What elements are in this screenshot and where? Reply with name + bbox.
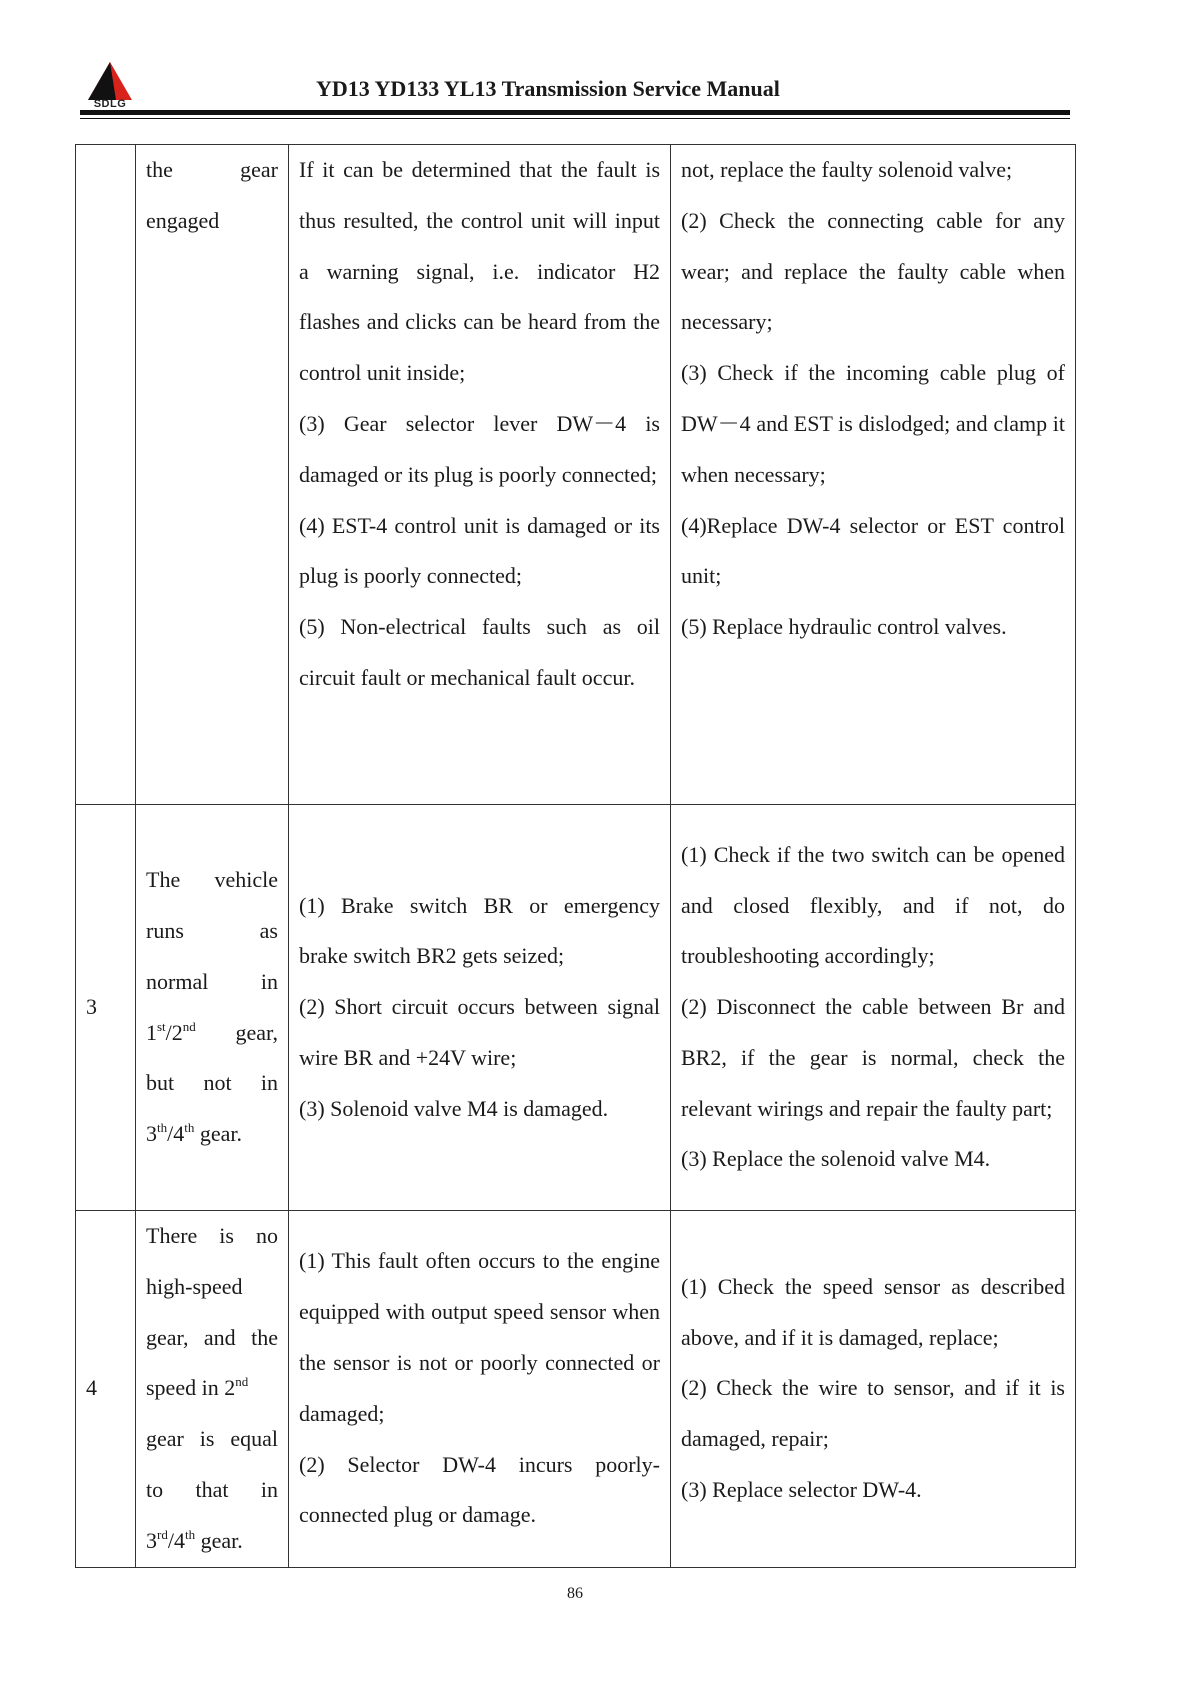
- fault-symptom-cell: [136, 145, 289, 805]
- fault-cause-cell: [289, 805, 671, 1211]
- fault-cause-cell: [289, 145, 671, 805]
- symptom-line: high-speed: [146, 1273, 243, 1299]
- cause-item: (5) Non-electrical faults such as oil circuit fault or mechanical fault occur.: [299, 614, 660, 690]
- symptom-line: gear, and the: [146, 1324, 278, 1350]
- remedy-item: (2) Check the wire to sensor, and if it is damaged, repair;: [681, 1375, 1065, 1452]
- symptom-line: 1st/2nd gear,: [146, 1018, 278, 1045]
- remedy-cell: [671, 1211, 1076, 1568]
- remedy-item: (1) Check if the two switch can be opened and closed flexibly, and if not, do troubleshooting accordingly;: [681, 841, 1065, 969]
- page-header: [80, 58, 1070, 118]
- table-row: [76, 1211, 1076, 1568]
- cause-item: If it can be determined that the fault is thus resulted, the control unit will input a warning signal, i.e. indicator H2 flashes and clicks can be heard from the control unit inside;: [299, 157, 660, 386]
- cause-item: (1) Brake switch BR or emergency brake switch BR2 gets seized;: [299, 892, 660, 969]
- remedy-item: (2) Disconnect the cable between Br and BR2, if the gear is normal, check the relevant wirings and repair the faulty part;: [681, 994, 1065, 1121]
- cause-item: (4) EST-4 control unit is damaged or its plug is poorly connected;: [299, 512, 660, 589]
- symptom-line: There is no: [146, 1223, 278, 1248]
- row-number: 3: [76, 805, 136, 1211]
- remedy-item: (3) Replace selector DW-4.: [681, 1476, 922, 1502]
- symptom-line: runs as: [146, 917, 278, 943]
- symptom-line: 3rd/4th gear.: [146, 1526, 243, 1553]
- logo-text: SDLG: [93, 98, 127, 110]
- fault-symptom-cell: [136, 805, 289, 1211]
- symptom-line: gear is equal: [146, 1426, 278, 1452]
- cause-item: (1) This fault often occurs to the engine equipped with output speed sensor when the sensor is not or poorly connected or damaged;: [299, 1248, 660, 1426]
- symptom-line: the gear: [146, 157, 278, 182]
- fault-cause-cell: [289, 1211, 671, 1568]
- remedy-item: (2) Check the connecting cable for any wear; and replace the faulty cable when necessary;: [681, 207, 1065, 335]
- symptom-line: to that in: [146, 1476, 278, 1502]
- cause-item: (3) Solenoid valve M4 is damaged.: [299, 1095, 609, 1121]
- header-rule-thick: [80, 110, 1070, 115]
- cause-item: (3) Gear selector lever DW－4 is damaged or its plug is poorly connected;: [299, 410, 660, 487]
- troubleshooting-table: [75, 144, 1076, 1568]
- page-number: 86: [567, 1585, 583, 1602]
- remedy-item: (5) Replace hydraulic control valves.: [681, 614, 1007, 640]
- fault-symptom-cell: [136, 1211, 289, 1568]
- symptom-line: engaged: [146, 207, 220, 233]
- cause-item: (2) Short circuit occurs between signal wire BR and +24V wire;: [299, 994, 660, 1070]
- remedy-item: (3) Replace the solenoid valve M4.: [681, 1146, 991, 1172]
- symptom-line: but not in: [146, 1070, 278, 1096]
- remedy-item: (1) Check the speed sensor as described above, and if it is damaged, replace;: [681, 1273, 1065, 1350]
- document-title: YD13 YD133 YL13 Transmission Service Manual: [316, 76, 780, 101]
- table-row: [76, 805, 1076, 1211]
- remedy-item: (4)Replace DW-4 selector or EST control unit;: [681, 512, 1065, 589]
- remedy-item: not, replace the faulty solenoid valve;: [681, 157, 1013, 182]
- remedy-item: (3) Check if the incoming cable plug of DW－4 and EST is dislodged; and clamp it when necessary;: [681, 360, 1065, 487]
- header-rule-thin: [80, 118, 1070, 119]
- cause-item: (2) Selector DW-4 incurs poorly-connected plug or damage.: [299, 1451, 660, 1528]
- symptom-line: speed in 2nd: [146, 1374, 249, 1401]
- symptom-line: 3th/4th gear.: [146, 1120, 243, 1147]
- remedy-cell: [671, 145, 1076, 805]
- table-row: [76, 145, 1076, 805]
- symptom-line: normal in: [146, 968, 278, 994]
- row-number: [76, 145, 136, 805]
- symptom-line: The vehicle: [146, 867, 278, 893]
- remedy-cell: [671, 805, 1076, 1211]
- row-number: 4: [76, 1211, 136, 1568]
